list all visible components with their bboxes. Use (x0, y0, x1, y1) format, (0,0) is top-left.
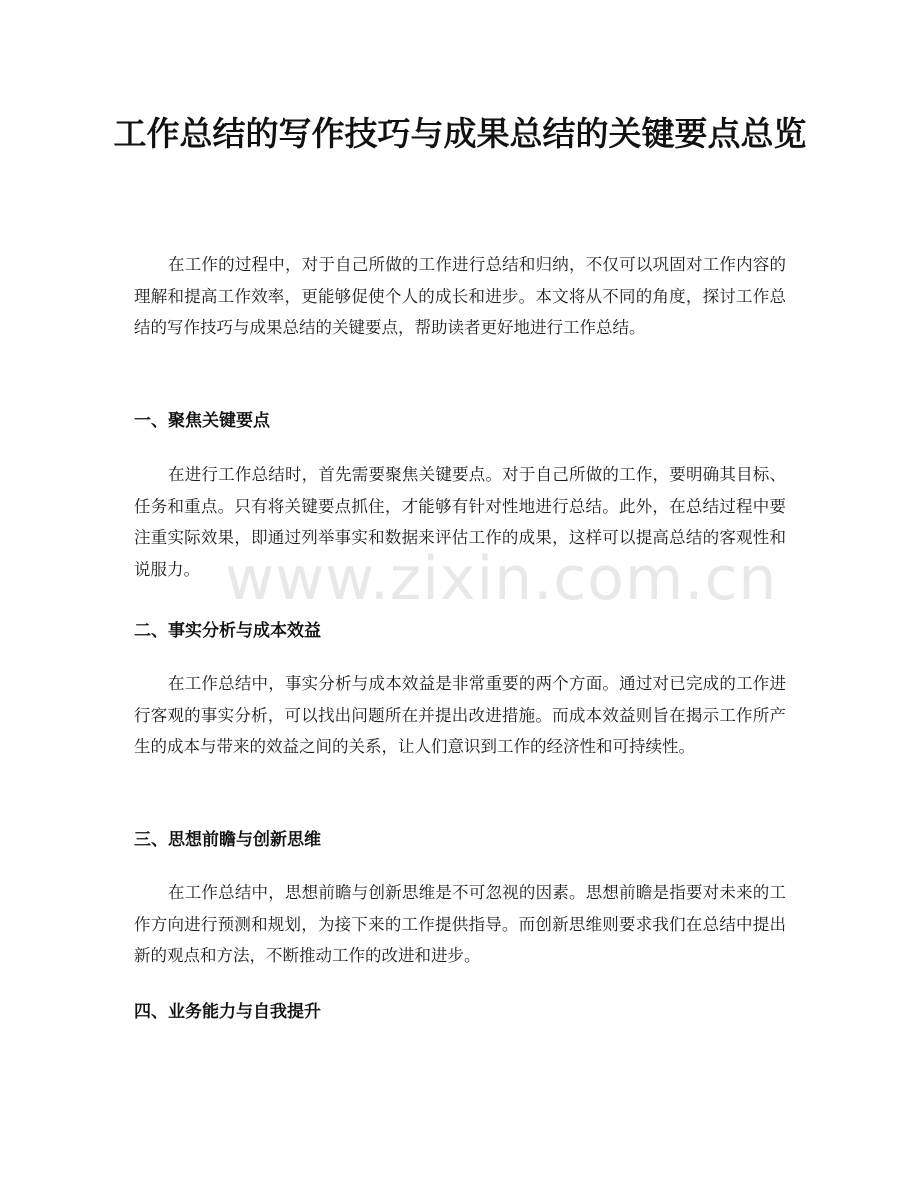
section-body-2: 在工作总结中，事实分析与成本效益是非常重要的两个方面。通过对已完成的工作进行客观的事实分析，可以找出问题所在并提出改进措施。而成本效益则旨在揭示工作所产生的成本与带来的效益之间的关系，让人们意识到工作的经济性和可持续性。 (134, 674, 786, 756)
watermark-text: www.zixin.com.cn (225, 544, 778, 614)
section-heading-2: 二、事实分析与成本效益 (134, 621, 321, 641)
document-title: 工作总结的写作技巧与成果总结的关键要点总览 (113, 114, 807, 153)
section-body-1: 在进行工作总结时，首先需要聚焦关键要点。对于自己所做的工作，要明确其目标、任务和重点。只有将关键要点抓住，才能够有针对性地进行总结。此外，在总结过程中要注重实际效果，即通过列举事实和数据来评估工作的成果，这样可以提高总结的客观性和说服力。 (134, 465, 786, 579)
section-heading-1: 一、聚焦关键要点 (134, 411, 270, 431)
section-body-3: 在工作总结中，思想前瞻与创新思维是不可忽视的因素。思想前瞻是指要对未来的工作方向进行预测和规划，为接下来的工作提供指导。而创新思维则要求我们在总结中提出新的观点和方法，不断推动工作的改进和进步。 (134, 883, 786, 965)
intro-paragraph: 在工作的过程中，对于自己所做的工作进行总结和归纳，不仅可以巩固对工作内容的理解和提高工作效率，更能够促使个人的成长和进步。本文将从不同的角度，探讨工作总结的写作技巧与成果总结的关键要点，帮助读者更好地进行工作总结。 (134, 255, 786, 337)
section-heading-4: 四、业务能力与自我提升 (134, 1002, 321, 1022)
section-heading-3: 三、思想前瞻与创新思维 (134, 830, 321, 850)
